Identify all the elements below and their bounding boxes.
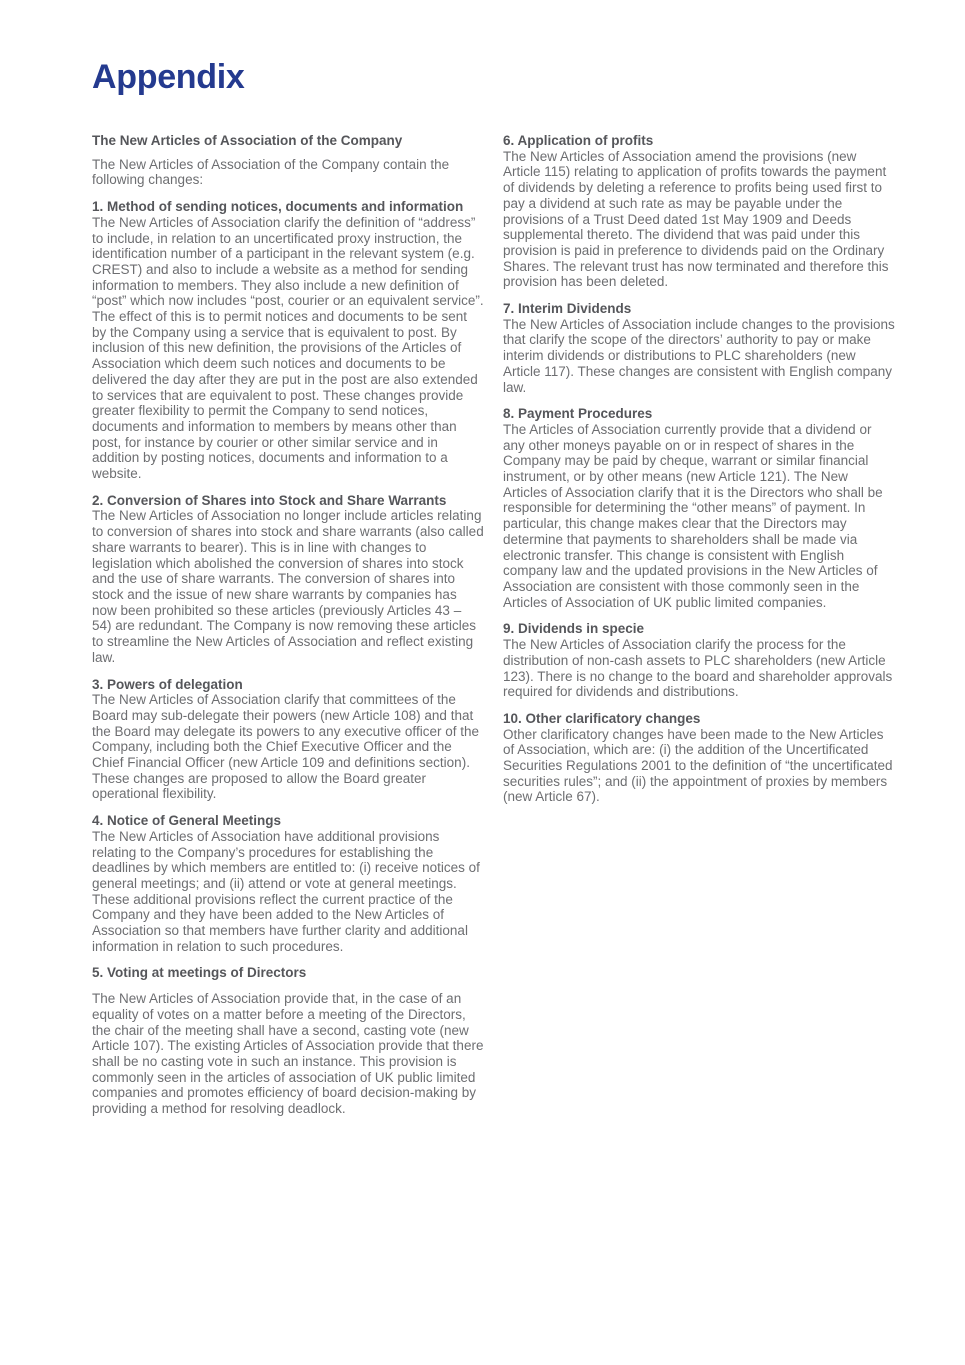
section-8 [503,406,895,610]
section-6 [503,133,895,290]
section-8-heading: 8. Payment Procedures [503,406,653,422]
section-2 [92,493,484,666]
left-column [92,133,484,1128]
section-9-body: The New Articles of Association clarify the process for the distribution of non-cash assets to PLC shareholders (new Article 123). There is no change to the board and shareholder approvals required for dividends and distributions. [503,637,893,700]
section-10-heading: 10. Other clarificatory changes [503,710,701,726]
section-5-heading: 5. Voting at meetings of Directors [92,965,307,981]
intro-heading: The New Articles of Association of the Company [92,133,403,148]
intro-paragraph: The New Articles of Association of the Company contain the following changes: [92,156,450,188]
section-10-body: Other clarificatory changes have been made to the New Articles of Association, which are: (i) the addition of the Uncertificated Securities Regulations 2001 to the definition of “the uncertificated securities rules”; and (ii) the appointment of proxies by members (new Article 67). [503,726,893,805]
section-3-body: The New Articles of Association clarify that committees of the Board may sub-delegate their powers (new Article 108) and that the Board may delegate its powers to any executive officer of the Company, including both the Chief Executive Officer and the Chief Financial Officer (new Article 109 and definitions section). These changes are proposed to allow the Board greater operational flexibility. [92,692,479,802]
page-title: Appendix [92,58,245,96]
section-7 [503,301,895,395]
section-4 [92,813,484,954]
section-5 [92,965,484,1116]
section-1-heading: 1. Method of sending notices, documents and information [92,199,464,215]
section-2-body: The New Articles of Association no longer include articles relating to conversion of shares into stock and share warrants (also called share warrants to bearer). This is in line with changes to legislation which abolished the conversion of shares into stock and the use of share warrants. The conversion of shares into stock and the issue of new share warrants by companies has now been prohibited so these articles (previously Articles 43 – 54) are redundant. The Company is now removing these articles to streamline the New Articles of Association and reflect existing law. [92,508,484,665]
section-10 [503,711,895,805]
section-1 [92,199,484,482]
section-9-heading: 9. Dividends in specie [503,621,645,637]
section-3 [92,677,484,803]
section-4-heading: 4. Notice of General Meetings [92,813,282,829]
two-column-layout [92,133,895,1128]
section-7-body: The New Articles of Association include changes to the provisions that clarify the scope of the directors’ authority to pay or make interim dividends or distributions to PLC shareholders (new Article 117). These changes are consistent with English company law. [503,316,895,395]
section-5-body: The New Articles of Association provide that, in the case of an equality of votes on a matter before a meeting of the Directors, the chair of the meeting shall have a second, casting vote (new Article 107). The existing Articles of Association provide that there shall be no casting vote in such an instance. This provision is commonly seen in the articles of association of UK public limited companies and promotes efficiency of board decision-making by providing a method for resolving deadlock. [92,991,484,1117]
section-1-body: The New Articles of Association clarify the definition of “address” to include, in relation to an uncertificated proxy instruction, the identification number of a participant in the relevant system (e.g. CREST) and also to include a website as a method for sending information to members. They also include a new definition of “post” which now includes “post, courier or an equivalent service”. The effect of this is to permit notices and documents to be sent by the Company using a service that is equivalent to post. By inclusion of this new definition, the provisions of the Articles of Association which deem such notices and documents to be delivered the day after they are put in the post are also extended to services that are equivalent to post. These changes provide greater flexibility to permit the Company to send notices, documents and information to members by means other than post, for instance by courier or other similar service and in addition by posting notices, documents and information to a website. [92,214,484,482]
right-column [503,133,895,1128]
section-2-heading: 2. Conversion of Shares into Stock and Share Warrants [92,492,447,508]
section-6-body: The New Articles of Association amend the provisions (new Article 115) relating to application of profits towards the payment of dividends by deleting a reference to profits being used first to pay a dividend at such rate as may be payable under the provisions of a Trust Deed dated 1st May 1909 and Deeds supplemental thereto. The dividend that was paid under this provision is paid in preference to dividends paid on the Ordinary Shares. The relevant trust has now terminated and therefore this provision has been deleted. [503,148,889,290]
section-8-body: The Articles of Association currently provide that a dividend or any other moneys payable on or in respect of shares in the Company may be paid by cheque, warrant or similar financial instrument, or by other means (new Article 121). The New Articles of Association clarify that it is the Directors who shall be responsible for determining the “other means” of payment. In particular, this change makes clear that the Directors may determine that payments to shareholders shall be made via electronic transfer. This change is consistent with English company law and the updated provisions in the New Articles of Association are consistent with those commonly seen in the Articles of Association of UK public limited companies. [503,421,883,610]
section-6-heading: 6. Application of profits [503,133,654,148]
section-4-body: The New Articles of Association have additional provisions relating to the Company’s procedures for establishing the deadlines by which members are entitled to: (i) receive notices of general meetings; and (ii) attend or vote at general meetings. These additional provisions reflect the current practice of the Company and they have been added to the New Articles of Association so that members have further clarity and additional information in relation to such procedures. [92,828,480,954]
section-3-heading: 3. Powers of delegation [92,676,243,692]
section-9 [503,621,895,700]
section-7-heading: 7. Interim Dividends [503,301,632,317]
